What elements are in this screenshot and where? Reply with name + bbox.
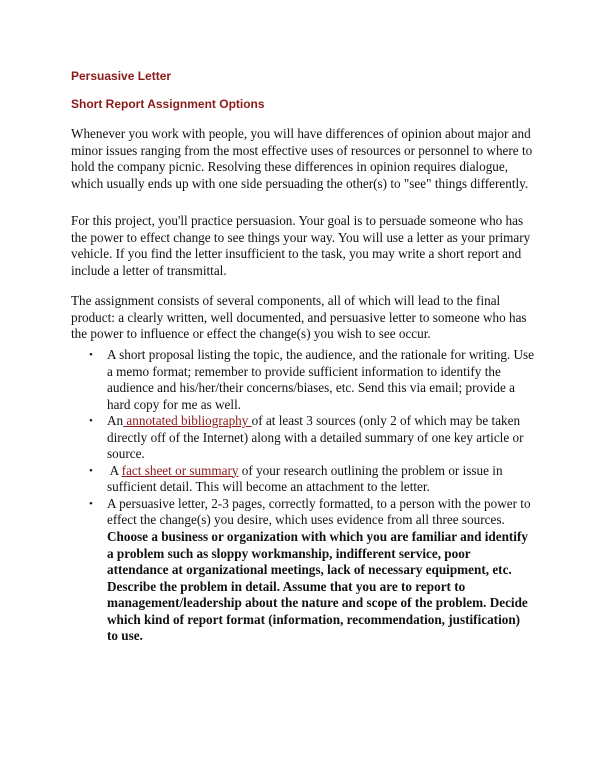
list-item-text: A short proposal listing the topic, the audience, and the rationale for writing. Use a memo format; remember to provide sufficient information to identify the audience and his/her/their concerns/biases, etc. Send this via email; provide a hard copy for me as well. <box>107 347 535 412</box>
list-item <box>85 496 535 529</box>
list-item <box>85 413 535 463</box>
list-item <box>85 347 535 413</box>
bullet-icon: • <box>89 415 93 427</box>
bullet-icon: • <box>89 349 93 361</box>
bullet-icon: • <box>89 464 93 477</box>
document-subtitle: Short Report Assignment Options <box>71 97 265 111</box>
list-item-text-before: A <box>107 462 122 478</box>
intro-paragraph: Whenever you work with people, you will have differences of opinion about major and minor issues ranging from the most effective uses of resources or personnel to where to hold the company picnic. Resolving these differences in opinion requires dialogue, which usually ends up with one side persuading the other(s) to "see" things differently. <box>71 126 533 191</box>
assignment-paragraph: The assignment consists of several components, all of which will lead to the final product: a clearly written, well documented, and persuasive letter to someone who has the power to influence or effect the change(s) you wish to see occur. <box>71 293 527 341</box>
list-item-text-before: An <box>107 413 124 428</box>
annotated-bibliography-link[interactable]: annotated bibliography <box>123 413 252 428</box>
document-title: Persuasive Letter <box>71 69 172 83</box>
task-instructions: Choose a business or organization with which you are familiar and identify a problem such as sloppy workmanship, indifferent service, poor attendance at organizational meetings, lack of necessary equipment, etc. Describe the problem in detail. Assume that you are to report to management/leadership about the nature and scope of the problem. Decide which kind of report format (information, recommendation, justification) to use. <box>107 529 528 643</box>
list-item <box>85 463 535 496</box>
list-item-text-after: of your research outlining the problem or issue in sufficient detail. This will become an attachment to the letter. <box>107 462 503 494</box>
fact-sheet-link[interactable]: fact sheet or summary <box>121 462 239 478</box>
components-list <box>85 347 535 529</box>
project-paragraph: For this project, you'll practice persuasion. Your goal is to persuade someone who has the power to effect change to see things your way. You will use a letter as your primary vehicle. If you find the letter insufficient to the task, you may write a short report and include a letter of transmittal. <box>71 213 531 278</box>
list-item-text-after: of at least 3 sources (only 2 of which may be taken directly off of the Internet) along with a detailed summary of one key article or source. <box>107 413 524 461</box>
list-item-text: A persuasive letter, 2-3 pages, correctly formatted, to a person with the power to effect the change(s) you desire, which uses evidence from all three sources. <box>107 495 531 527</box>
bullet-icon: • <box>89 497 93 510</box>
